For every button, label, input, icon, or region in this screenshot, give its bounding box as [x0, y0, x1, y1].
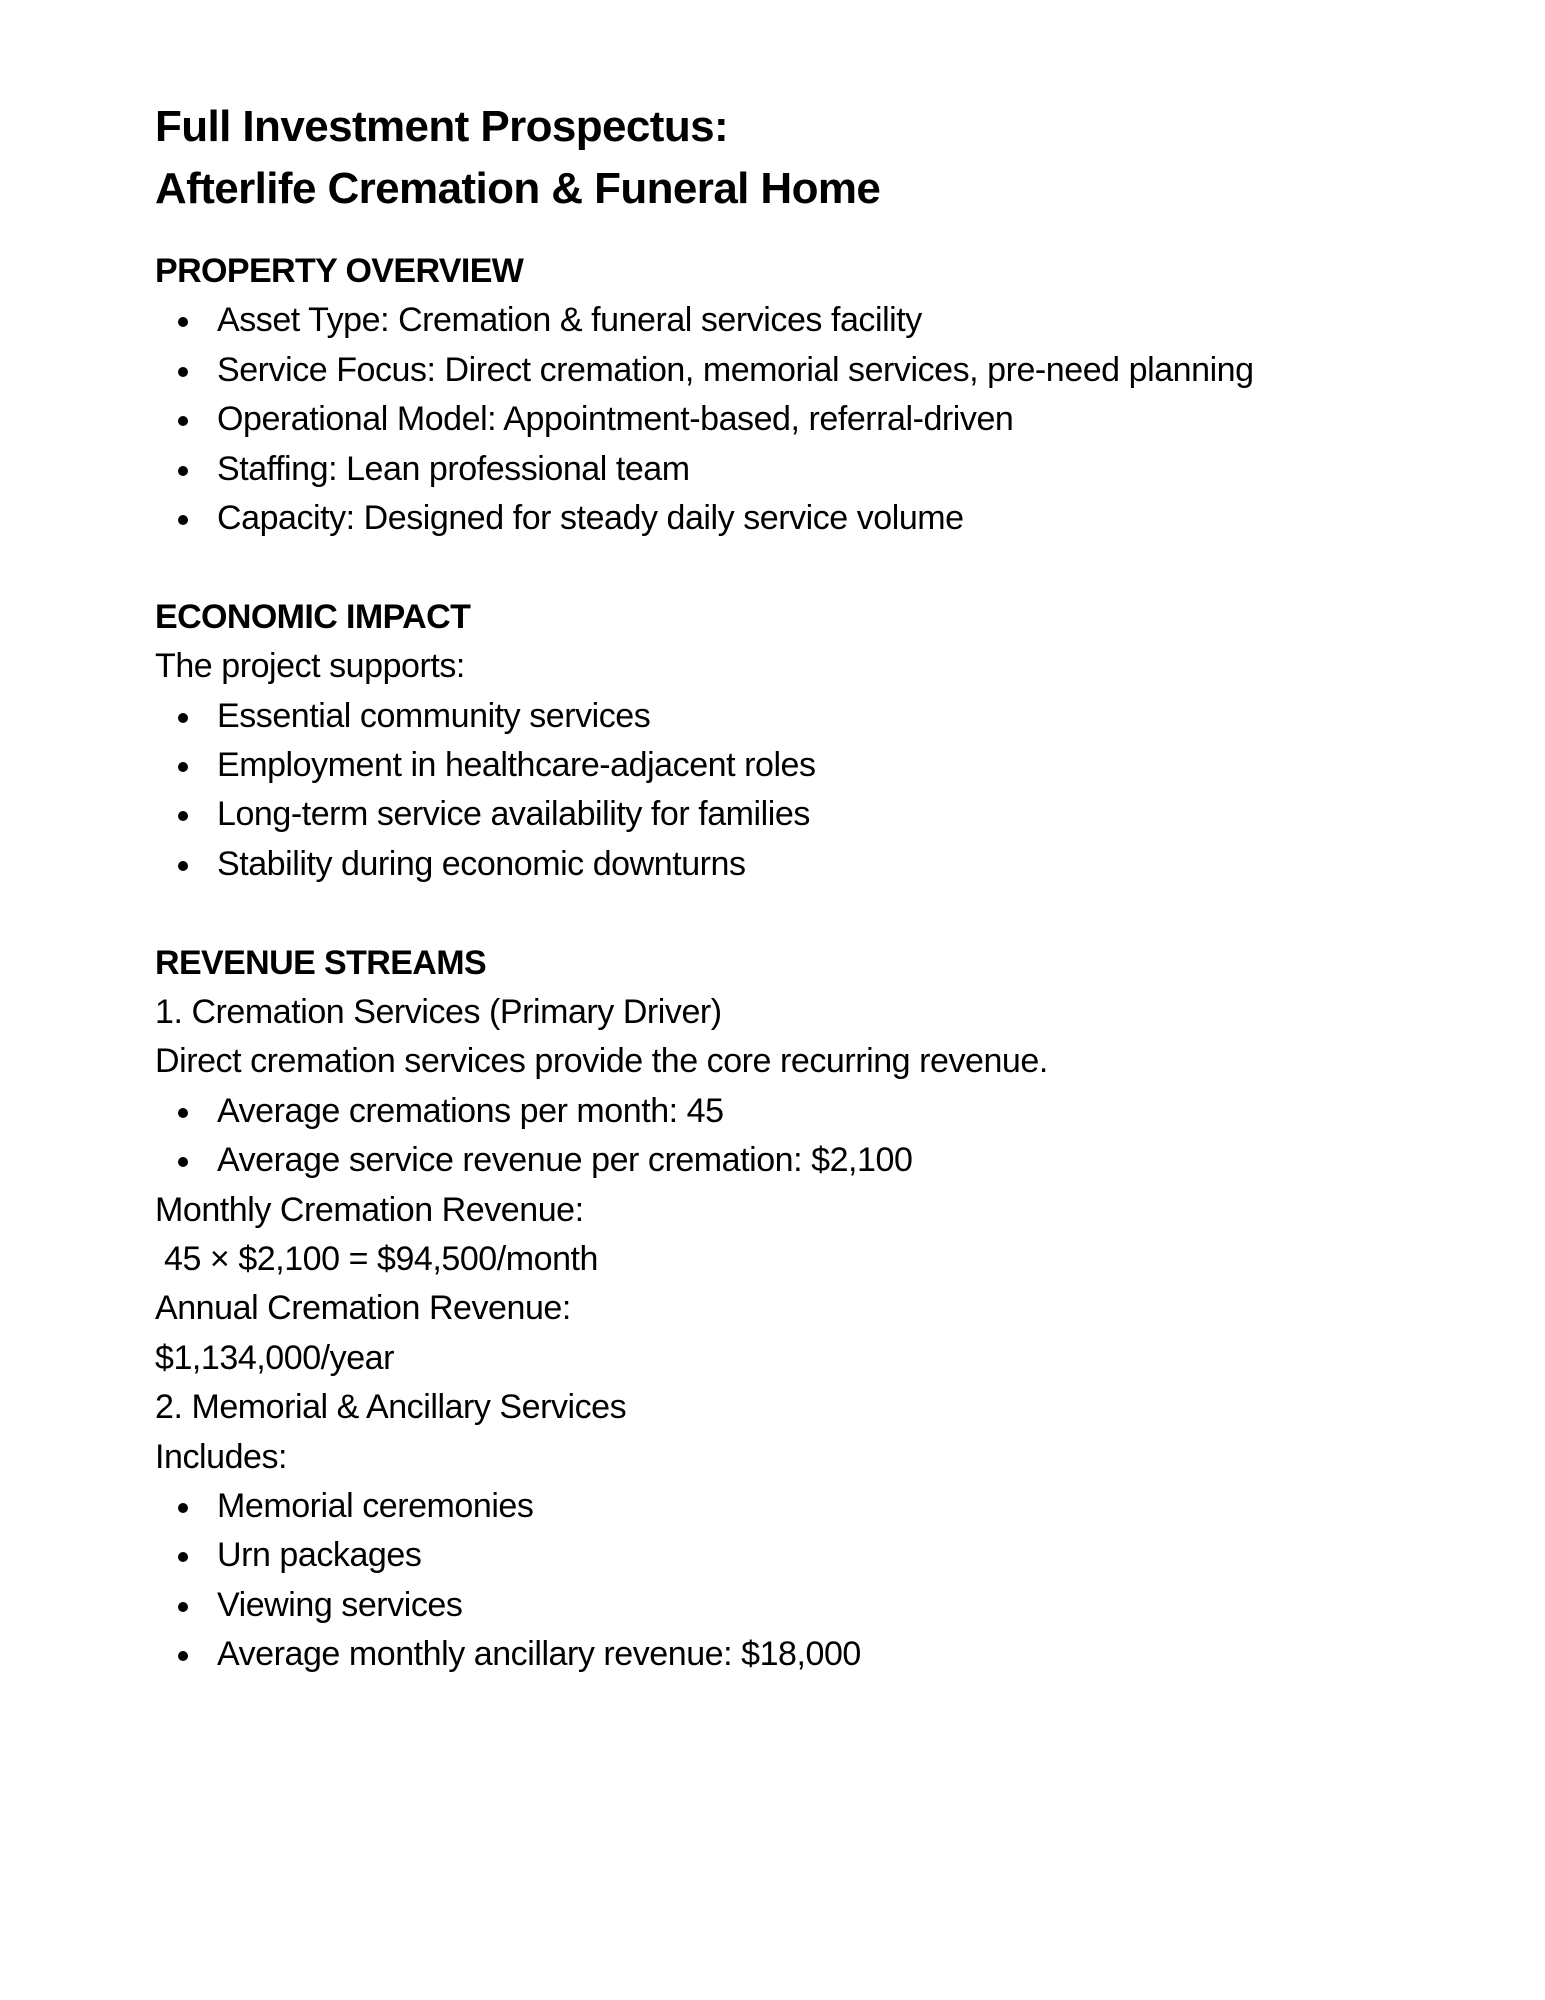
section-revenue-streams [155, 939, 1305, 1680]
list-item: Service Focus: Direct cremation, memorial services, pre-need planning [155, 346, 1257, 395]
economic-impact-list [155, 692, 1305, 890]
annual-revenue-label: Annual Cremation Revenue: [155, 1289, 571, 1328]
property-overview-list [155, 296, 1305, 543]
list-item: Operational Model: Appointment-based, referral-driven [155, 395, 1257, 444]
document-body [155, 247, 1305, 1680]
subsection-intro: Includes: [155, 1437, 288, 1476]
list-item: Average service revenue per cremation: $2,100 [155, 1136, 1257, 1185]
list-item: Average monthly ancillary revenue: $18,000 [155, 1630, 1257, 1679]
annual-revenue-value: $1,134,000/year [155, 1338, 395, 1377]
list-item: Stability during economic downturns [155, 840, 1257, 889]
section-intro: The project supports: [155, 647, 465, 686]
subsection-description: Direct cremation services provide the core recurring revenue. [155, 1042, 1048, 1081]
list-item: Employment in healthcare-adjacent roles [155, 741, 1257, 790]
list-item: Viewing services [155, 1581, 1257, 1630]
memorial-services-block [155, 1383, 1305, 1679]
title-line-2: Afterlife Cremation & Funeral Home [155, 164, 881, 213]
monthly-revenue-label: Monthly Cremation Revenue: [155, 1190, 584, 1229]
list-item: Capacity: Designed for steady daily service volume [155, 494, 1257, 543]
list-item: Average cremations per month: 45 [155, 1087, 1257, 1136]
memorial-services-list [155, 1482, 1305, 1680]
list-item: Long-term service availability for families [155, 790, 1257, 839]
spacer [155, 889, 1305, 938]
list-item: Urn packages [155, 1531, 1257, 1580]
subsection-title: 2. Memorial & Ancillary Services [155, 1388, 627, 1427]
list-item: Essential community services [155, 692, 1257, 741]
list-item: Asset Type: Cremation & funeral services facility [155, 296, 1257, 345]
cremation-metrics-list [155, 1087, 1305, 1186]
document-title [155, 96, 880, 220]
title-line-1: Full Investment Prospectus: [155, 102, 729, 151]
section-heading: PROPERTY OVERVIEW [155, 252, 524, 290]
list-item: Memorial ceremonies [155, 1482, 1257, 1531]
section-heading: REVENUE STREAMS [155, 943, 487, 982]
list-item: Staffing: Lean professional team [155, 445, 1257, 494]
section-heading: ECONOMIC IMPACT [155, 597, 471, 636]
spacer [155, 543, 1305, 592]
section-economic-impact [155, 593, 1305, 889]
monthly-revenue-calculation: 45 × $2,100 = $94,500/month [155, 1239, 598, 1278]
section-property-overview [155, 247, 1305, 543]
subsection-title: 1. Cremation Services (Primary Driver) [155, 993, 722, 1031]
cremation-services-block [155, 988, 1305, 1383]
